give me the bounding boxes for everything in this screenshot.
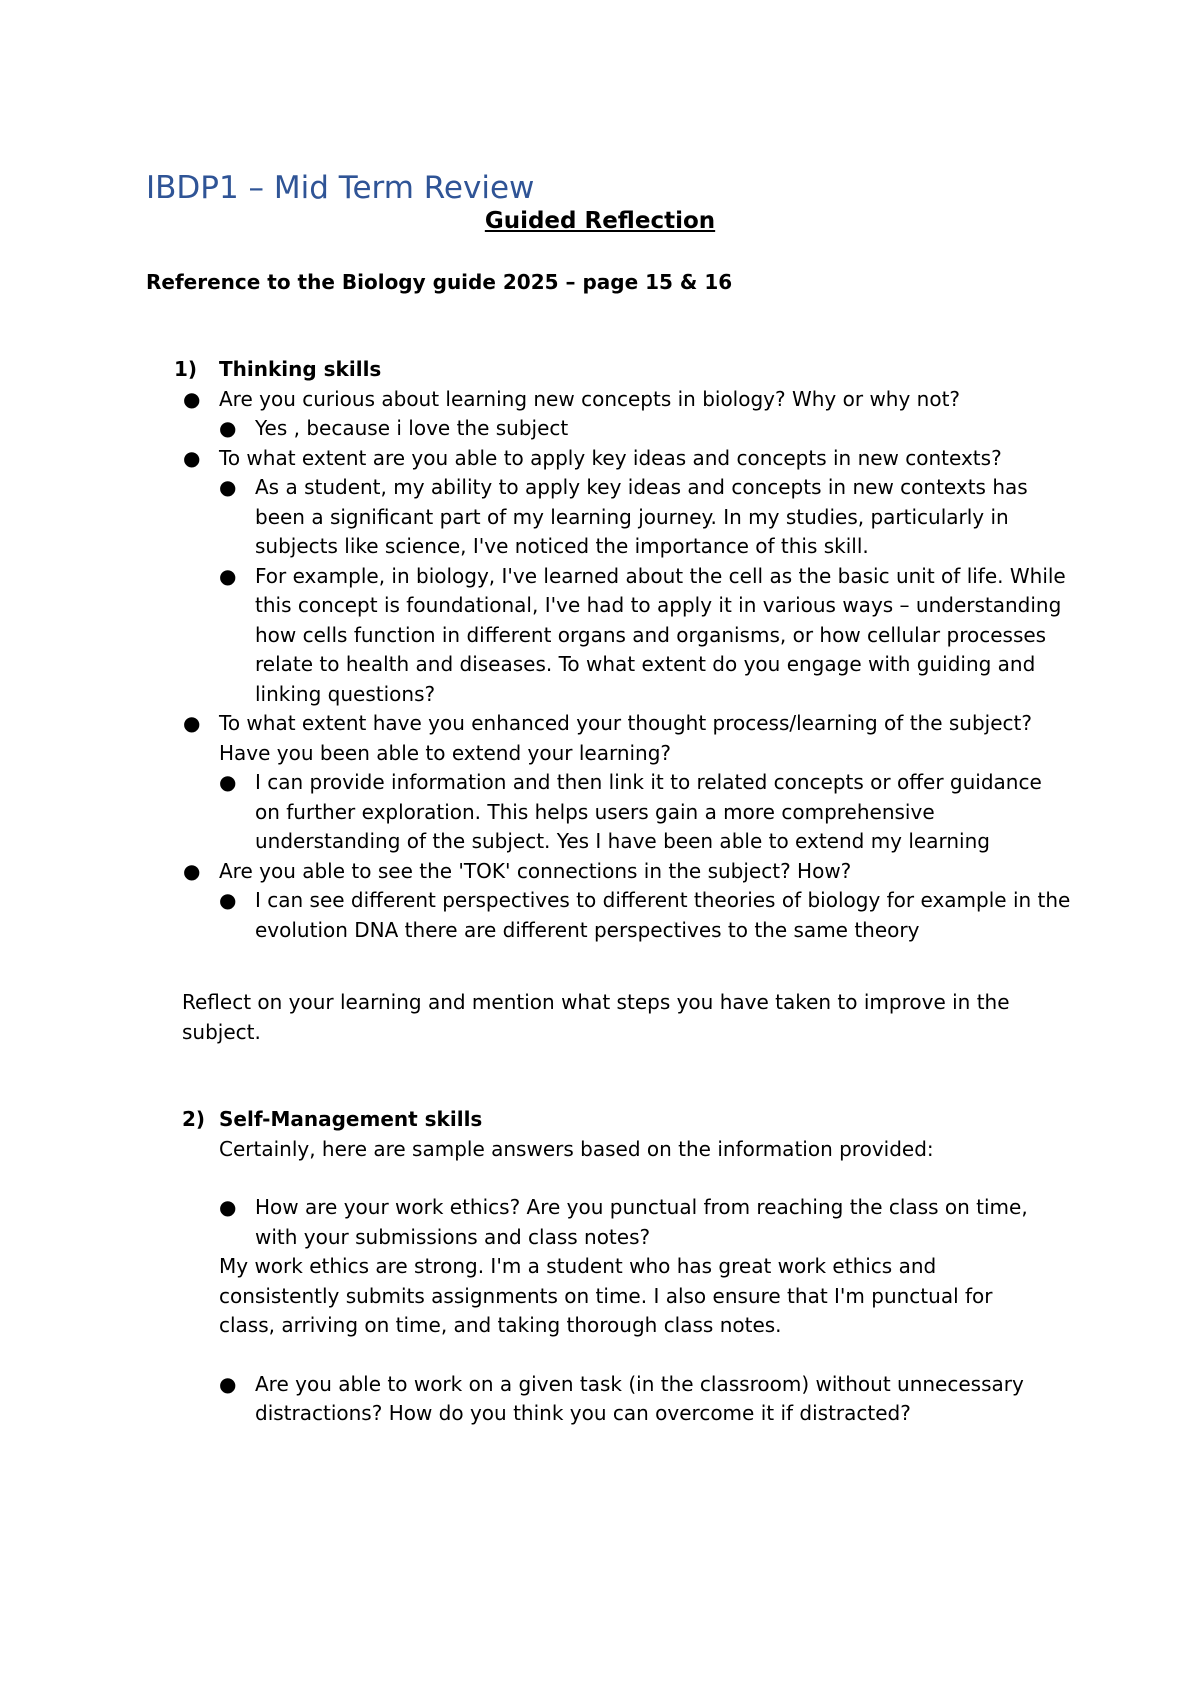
bullet-dot-icon: ● (183, 858, 201, 883)
list-item (0, 562, 1200, 710)
bullet-dot-icon: ● (183, 445, 201, 470)
bullet-dot-icon: ● (219, 475, 237, 499)
question-text: Are you curious about learning new concepts in biology? Why or why not? (219, 386, 961, 411)
list-item (0, 768, 1200, 857)
reflection-prompt: Reflect on your learning and mention what steps you have taken to improve in the subject. (182, 990, 1010, 1044)
bullet-dot-icon: ● (219, 416, 237, 440)
section-intro: Certainly, here are sample answers based on the information provided: (219, 1136, 934, 1161)
answer-text: I can see different perspectives to different theories of biology for example in the evolution DNA there are different perspectives to the same theory (255, 888, 1071, 942)
section-heading-self-management-skills (0, 1105, 1200, 1135)
bullet-dot-icon: ● (219, 563, 237, 588)
bullet-dot-icon: ● (183, 711, 201, 735)
question-text: To what extent have you enhanced your thought process/learning of the subject? Have you been able to extend your learning? (219, 711, 1032, 765)
bullet-dot-icon: ● (219, 1371, 237, 1396)
answer-text: My work ethics are strong. I'm a student who has great work ethics and consistently submits assignments on time. I also ensure that I'm punctual for class, arriving on time, and taking thorough class notes. (219, 1254, 993, 1337)
bullet-dot-icon: ● (219, 1195, 237, 1219)
list-item (0, 444, 1200, 474)
list-item (0, 385, 1200, 415)
answer-text: As a student, my ability to apply key ideas and concepts in new contexts has been a significant part of my learning journey. In my studies, particularly in subjects like science, I've noticed the importance of this skill. (255, 475, 1028, 558)
page-title: IBDP1 – Mid Term Review (146, 170, 535, 206)
section-heading-text: Self-Management skills (219, 1107, 483, 1131)
list-item (0, 709, 1200, 768)
bullet-dot-icon: ● (219, 770, 237, 794)
reference-line: Reference to the Biology guide 2025 – page 15 & 16 (146, 270, 733, 294)
section-heading-text: Thinking skills (219, 357, 382, 381)
question-text: To what extent are you able to apply key ideas and concepts in new contexts? (219, 445, 1002, 470)
list-item (0, 857, 1200, 887)
section-number: 1) (174, 357, 198, 381)
answer-text: For example, in biology, I've learned about the cell as the basic unit of life. While this concept is foundational, I've had to apply it in various ways – understanding how cells function in different organs and organisms, or how cellular processes relate to health and diseases. To what extent do you engage with guiding and linking questions? (255, 563, 1066, 706)
list-item (0, 414, 1200, 444)
bullet-dot-icon: ● (183, 386, 201, 411)
section-number: 2) (182, 1107, 206, 1131)
question-text: How are your work ethics? Are you punctual from reaching the class on time, with your submissions and class notes? (255, 1195, 1028, 1249)
document-body (0, 355, 1200, 1429)
list-item (0, 1193, 1200, 1252)
answer-text: I can provide information and then link it to related concepts or offer guidance on further exploration. This helps users gain a more comprehensive understanding of the subject. Yes I have been able to extend my learning (255, 770, 1042, 853)
page-subtitle: Guided Reflection (484, 208, 716, 234)
list-item (0, 1370, 1200, 1429)
question-text: Are you able to work on a given task (in the classroom) without unnecessary distractions? How do you think you can overcome it if distracted? (255, 1371, 1024, 1425)
list-item (0, 473, 1200, 562)
question-text: Are you able to see the 'TOK' connections in the subject? How? (219, 858, 852, 883)
answer-text: Yes , because i love the subject (255, 416, 569, 440)
list-item (0, 886, 1200, 945)
bullet-dot-icon: ● (219, 888, 237, 912)
section-heading-thinking-skills (0, 355, 1200, 385)
